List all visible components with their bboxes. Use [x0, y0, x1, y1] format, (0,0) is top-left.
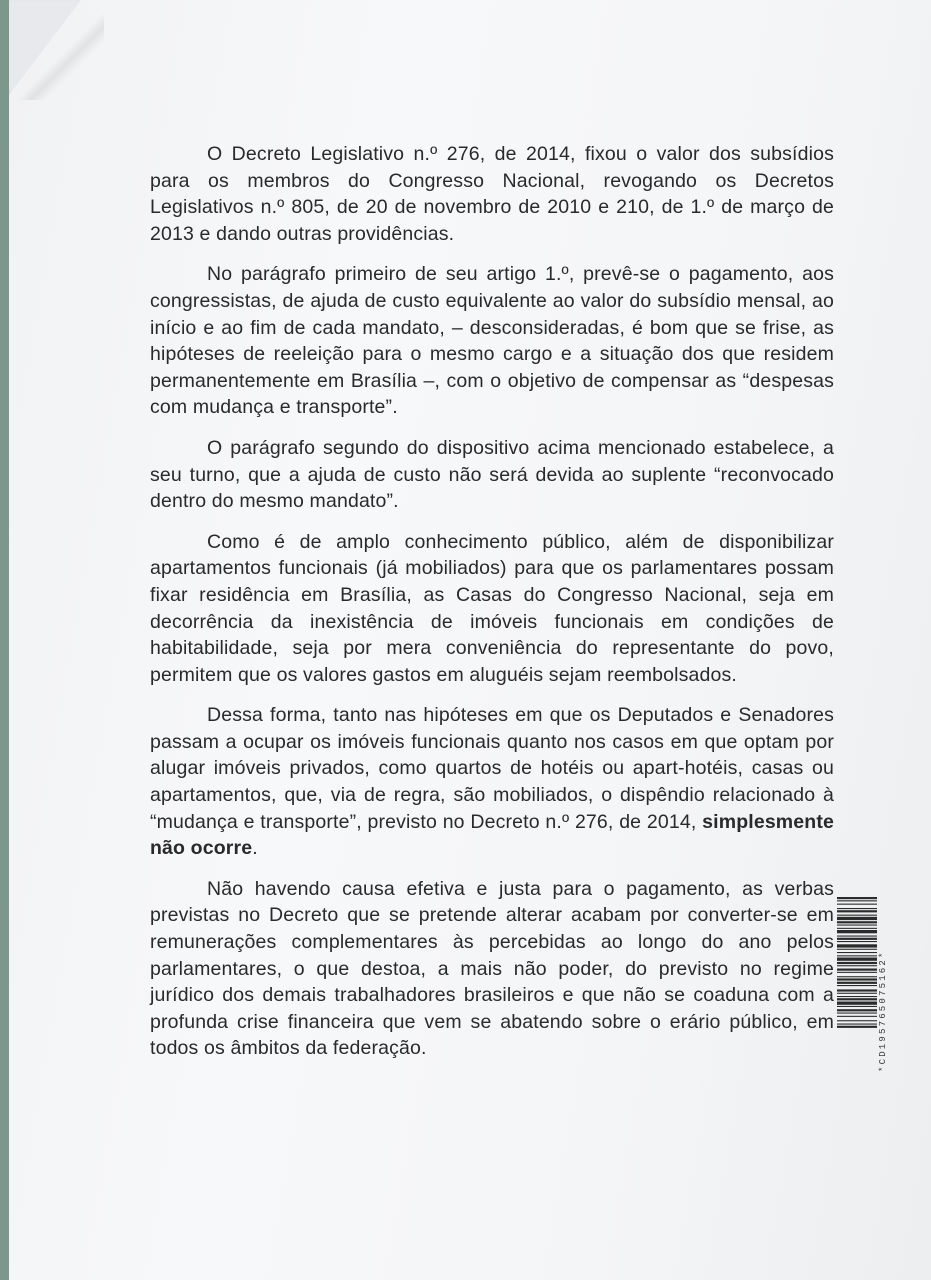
barcode-bar [837, 928, 877, 929]
paragraph-3 [150, 435, 834, 515]
barcode-bar [837, 978, 877, 980]
barcode-bar [837, 1006, 877, 1007]
barcode-bar [837, 985, 877, 986]
barcode-bar [837, 962, 877, 964]
paragraph-4 [150, 529, 834, 689]
barcode-bar [837, 952, 877, 953]
barcode-bar [837, 1026, 877, 1028]
barcode-bar [837, 1024, 877, 1025]
barcode-bar [837, 941, 877, 942]
barcode-bar [837, 982, 877, 984]
barcode-bar [837, 998, 877, 1000]
paper-sheet [9, 0, 931, 1280]
barcode-bar [837, 993, 877, 994]
paragraph-2 [150, 261, 834, 421]
barcode-bar [837, 1020, 877, 1021]
barcode-bar [837, 1002, 877, 1005]
barcode-bar [837, 1013, 877, 1014]
paragraph-3-text: O parágrafo segundo do dispositivo acima mencionado estabelece, a seu turno, que a ajuda de custo não será devida ao suplente “reconvocado dentro do mesmo mandato”. [150, 436, 834, 513]
barcode-bar [837, 955, 877, 956]
paragraph-5 [150, 702, 834, 862]
barcode-icon [837, 897, 877, 1125]
barcode-bar [837, 925, 877, 926]
barcode-bar [837, 908, 877, 909]
barcode-bar [837, 965, 877, 966]
paragraph-1 [150, 141, 834, 247]
barcode-bar [837, 936, 877, 937]
barcode-bar [837, 900, 877, 901]
paragraph-5-emphasis: simplesmente não ocorre [150, 810, 834, 860]
barcode-bar [837, 930, 877, 933]
barcode-bar [837, 1009, 877, 1011]
barcode-bar [837, 972, 877, 973]
paragraph-5-end: . [252, 837, 258, 860]
barcode-bar [837, 938, 877, 940]
barcode-bar [837, 915, 877, 916]
barcode-bar [837, 949, 877, 950]
barcode-bar [837, 969, 877, 971]
paragraph-2-text: No parágrafo primeiro de seu artigo 1.º, prevê-se o pagamento, aos congressistas, de ajuda de custo equivalente ao valor do subsídio mensal, ao início e ao fim de cada mandato, – desconsideradas, é bom que se frise, as hipóteses de reeleição para o mesmo cargo e a situação dos que residem permanentemente em Brasília –, com o objetivo de compensar as “despesas com mudança e transporte”. [150, 263, 834, 419]
paragraph-6 [150, 876, 834, 1062]
barcode-bar [837, 989, 877, 991]
barcode-bar [837, 897, 877, 899]
barcode-bar [837, 958, 877, 961]
paragraph-5-text: Dessa forma, tanto nas hipóteses em que os Deputados e Senadores passam a ocupar os imóveis funcionais quanto nos casos em que optam por alugar imóveis privados, como quartos de hotéis ou apart-hotéis, casas ou apartamentos, que, via de regra, são mobiliados, o dispêndio relacionado à “mudança e transporte”, previsto no Decreto n.º 276, de 2014, [150, 704, 834, 833]
document-body [150, 141, 834, 1076]
barcode-bar [837, 921, 877, 923]
paragraph-6-text: Não havendo causa efetiva e justa para o pagamento, as verbas previstas no Decreto que se pretende alterar acabam por converter-se em remunerações complementares às percebidas ao longo do ano pelos parlamentares, o que destoa, a mais não poder, do previsto no regime jurídico dos demais trabalhadores brasileiros e que não se coaduna com a profunda crise financeira que vem se abatendo sobre o erário público, em todos os âmbitos da federação. [150, 877, 834, 1060]
paragraph-4-text: Como é de amplo conhecimento público, além de disponibilizar apartamentos funcionais (já mobiliados) para que os parlamentares possam fixar residência em Brasília, as Casas do Congresso Nacional, seja em decorrência da inexistência de imóveis funcionais em condições de habitabilidade, seja por mera conveniência do representante do povo, permitem que os valores gastos em aluguéis sejam reembolsados. [150, 530, 834, 686]
paragraph-1-text: O Decreto Legislativo n.º 276, de 2014, fixou o valor dos subsídios para os membros do Congresso Nacional, revogando os Decretos Legislativos n.º 805, de 20 de novembro de 2010 e 210, de 1.º de março de 2013 e dando outras providências. [150, 143, 834, 245]
barcode-bar [837, 904, 877, 905]
barcode-bar [837, 996, 877, 997]
barcode-bar [837, 917, 877, 920]
barcode-bar [837, 944, 877, 947]
barcode-number: *CD195765075162* [878, 950, 888, 1072]
barcode-bar [837, 910, 877, 912]
barcode-bar [837, 1016, 877, 1017]
barcode-bar [837, 976, 877, 977]
